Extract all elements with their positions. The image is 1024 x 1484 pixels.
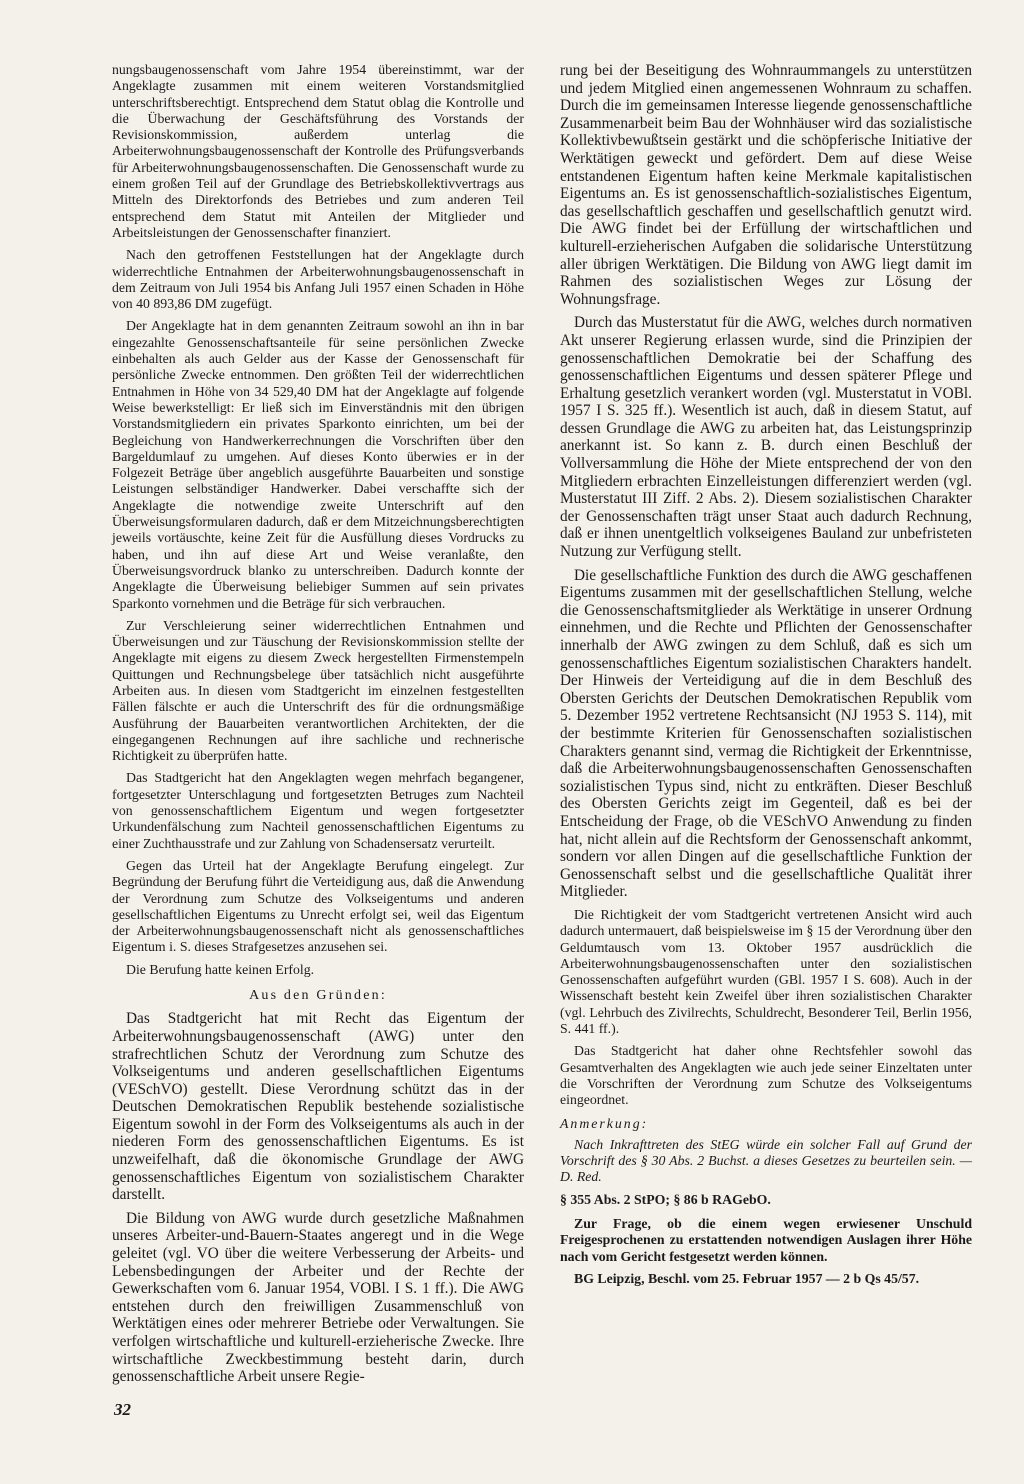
paragraph: Die Berufung hatte keinen Erfolg. bbox=[126, 961, 315, 977]
paragraph: Die Bildung von AWG wurde durch gesetzliche Maßnahmen unseres Arbeiter-und-Bauern-Staates angeregt und in die Wege geleitet (vgl. VO über die weitere Verbesserung der Arbeits- und Lebensbedingungen der Arbeiter und der Rechte der Gewerkschaften vom 6. Januar 1954, VOBl. I S. 1 ff.). Die AWG entstehen durch den freiwilligen Zusammenschluß von Werktätigen eines oder mehrerer Betriebe oder Verwaltungen. Sie verfolgen wirtschaftliche und kulturell-erzieherische Zwecke. Ihre wirtschaftliche Zweckbestimmung besteht darin, durch genossenschaftliche Arbeit unsere Regie- bbox=[112, 1209, 524, 1386]
paragraph: Durch das Musterstatut für die AWG, welches durch normativen Akt unserer Regierung erlassen wurde, sind die Prinzipien der genossenschaftlichen Demokratie bei der Schaffung des genossenschaftlichen Eigentums und dessen späterer Pflege und Erhaltung gesetzlich verankert worden (vgl. Musterstatut in VOBl. 1957 I S. 325 ff.). Wesentlich ist auch, daß in diesem Statut, auf dessen Grundlage die AWG zu arbeiten hat, das Leistungsprinzip anerkannt ist. So kann z. B. durch einen Beschluß der Vollversammlung die Höhe der Miete entsprechend der von den Mitgliedern erbrachten Einzelleistungen differenziert werden (vgl. Musterstatut III Ziff. 2 Abs. 2). Diesem sozialistischen Charakter der Genossenschaften trägt unser Staat auch dadurch Rechnung, daß er ihnen unentgeltlich volkseigenes Bauland zur unbefristeten Nutzung zur Verfügung stellt. bbox=[560, 314, 972, 561]
annotation-text: Nach Inkrafttreten des StEG würde ein solcher Fall auf Grund der Vorschrift des § 30 Abs. 2 Buchst. a dieses Gesetzes zu beurteilen sein. — D. Red. bbox=[560, 1136, 972, 1185]
paragraph: Die gesellschaftliche Funktion des durch die AWG geschaffenen Eigentums zusammen mit der gesellschaftlichen Stellung, welche die Genossenschaftsmitglieder als Werktätige in unserer Ordnung einnehmen, und die Rechte und Pflichten der Genossenschafter innerhalb der AWG zwingen zu dem Schluß, daß es sich um genossenschaftliches Eigentum sozialistischen Charakters handelt. Der Hinweis der Verteidigung auf die in dem Beschluß des Obersten Gerichts der Deutschen Demokratischen Republik vom 5. Dezember 1952 vertretene Rechtsansicht (NJ 1953 S. 114), mit der bestimmte Kriterien für Genossenschaften sozialistischen Charakters genannt sind, vermag die Richtigkeit der Erkenntnisse, daß die Arbeiterwohnungsbaugenossenschaften Genossenschaften sozialistischen Typus sind, nicht zu entkräften. Dieser Beschluß des Obersten Gerichts zeigt im Gegenteil, daß es bei der Entscheidung der Frage, ob die VESchVO Anwendung zu finden hat, nicht allein auf die Rechtsform der Genossenschaft ankommt, sondern vor allen Dingen auf die gesellschaftliche Funktion der Genossenschaft selbst und die gesellschaftliche Qualität ihrer Mitglieder. bbox=[560, 566, 972, 901]
paragraph: Das Stadtgericht hat mit Recht das Eigentum der Arbeiterwohnungsbaugenossenschaft (AWG) unter den strafrechtlichen Schutz der Verordnung zum Schutze des Volkseigentums und anderen gesellschaftlichen Eigentums (VESchVO) gestellt. Diese Verordnung schützt das in der Deutschen Demokratischen Republik bestehende sozialistische Eigentum sowohl in der Form des Volkseigentums als auch in der niederen Form des genossenschaftlichen Eigentums. Es ist unzweifelhaft, daß die ökonomische Grundlage der AWG genossenschaftliches Eigentum von sozialistischem Charakter darstellt. bbox=[112, 1010, 524, 1204]
right-column bbox=[560, 62, 972, 1293]
page-number: 32 bbox=[114, 1400, 131, 1419]
paragraph: Der Angeklagte hat in dem genannten Zeitraum sowohl an ihn in bar eingezahlte Genossenschaftsanteile für seine persönlichen Zwecke einbehalten als auch Gelder aus der Kasse der Genossenschaft für persönliche Zwecke entnommen. Den größten Teil der widerrechtlichen Entnahmen in Höhe von 34 529,40 DM hat der Angeklagte auf folgende Weise bewerkstelligt: Er ließ sich im Einverständnis mit den übrigen Vorstandsmitgliedern ein privates Sparkonto einrichten, um bei der Begleichung von Handwerkerrechnungen die Vorschriften über den Bargeldumlauf zu umgehen. Auf dieses Konto überwies er in der Folgezeit Beträge über angeblich ausgeführte Bauarbeiten und sonstige Leistungen selbständiger Handwerker. Dabei verschaffte sich der Angeklagte die notwendige zweite Unterschrift auf den Überweisungsformularen dadurch, daß er dem Mitzeichnungsberechtigten jeweils vortäuschte, keine Zeit für die Ausfüllung dieses Vordrucks zu haben, und ihn auf diese Art und Weise veranlaßte, den Überweisungsvordruck blanko zu unterschreiben. Dadurch konnte der Angeklagte die Überweisung beliebiger Summen auf sein privates Sparkonto vornehmen und die Beträge für sich verbrauchen. bbox=[112, 318, 524, 611]
paragraph: Die Richtigkeit der vom Stadtgericht vertretenen Ansicht wird auch dadurch untermauert, daß beispielsweise im § 15 der Verordnung über den Geldumtausch vom 13. Oktober 1957 ausdrücklich die Arbeiterwohnungsbaugenossenschaften unter den sozialistischen Genossenschaften aufgeführt wurden (GBl. 1957 I S. 608). Auch in der Wissenschaft besteht kein Zweifel über ihren sozialistischen Charakter (vgl. Lehrbuch des Zivilrechts, Schuldrecht, Besonderer Teil, Berlin 1956, S. 441 ff.). bbox=[560, 906, 972, 1036]
paragraph: Gegen das Urteil hat der Angeklagte Berufung eingelegt. Zur Begründung der Berufung führt die Verteidigung aus, daß die Anwendung der Verordnung zum Schutze des Volkseigentums und anderen gesellschaftlichen Eigentums zu Unrecht erfolgt sei, weil das Eigentum der Arbeiterwohnungsbaugenossenschaft nicht als genossenschaftliches Eigentum i. S. dieses Strafgesetzes anzusehen sei. bbox=[112, 857, 524, 955]
paragraph: Nach den getroffenen Feststellungen hat der Angeklagte durch widerrechtliche Entnahmen der Arbeiterwohnungsbaugenossenschaft in dem Zeitraum von Juli 1954 bis Anfang Juli 1957 einen Schaden in Höhe von 40 893,86 DM zugefügt. bbox=[112, 247, 524, 312]
left-column bbox=[112, 62, 524, 1392]
paragraph: rung bei der Beseitigung des Wohnraummangels zu unterstützen und jedem Mitglied einen angemessenen Wohnraum zu schaffen. Durch die im gemeinsamen Interesse liegende genossenschaftliche Zusammenarbeit beim Bau der Wohnhäuser wird das sozialistische Kollektivbewußtsein gestärkt und die schöpferische Initiative der Werktätigen geweckt und gefördert. Dem auf diese Weise entstandenen Eigentum haften keine Merkmale kapitalistischen Eigentums an. Es ist genossenschaftlich-sozialistisches Eigentum, das gesellschaftlich geschaffen und gesellschaftlich genutzt wird. Die AWG findet bei der Erfüllung der wirtschaftlichen und kulturell-erzieherischen Aufgaben die solidarische Unterstützung aller übrigen Werktätigen. Die Bildung von AWG liegt damit im Rahmen des sozialistischen Weges zur Lösung der Wohnungsfrage. bbox=[560, 62, 972, 308]
section-heading: Aus den Gründen: bbox=[249, 988, 387, 1004]
case-headnote: Zur Frage, ob die einem wegen erwiesener Unschuld Freigesprochenen zu erstattenden notwendigen Auslagen ihrer Höhe nach vom Gericht festgesetzt werden können. bbox=[560, 1215, 972, 1264]
paragraph: nungsbaugenossenschaft vom Jahre 1954 übereinstimmt, war der Angeklagte zusammen mit einem weiteren Vorstandsmitglied unterschriftsberechtigt. Entsprechend dem Statut oblag die Kontrolle und die Überwachung der Geschäftsführung des Vorstands der Revisionskommission, außerdem unterlag die Arbeiterwohnungsbaugenossenschaft der Kontrolle des Prüfungsverbands für Arbeiterwohnungsbaugenossenschaften. Die Genossenschaft wurde zu einem großen Teil auf der Grundlage des Betriebskollektivvertrags aus Mitteln des Direktorfonds des Betriebes und zum anderen Teil entsprechend dem Statut mit Anteilen der Mitglieder und Arbeitsleistungen der Genossenschafter finanziert. bbox=[112, 62, 524, 240]
legal-reference: § 355 Abs. 2 StPO; § 86 b RAGebO. bbox=[560, 1191, 771, 1207]
annotation-title: Anmerkung: bbox=[560, 1116, 649, 1132]
paragraph: Das Stadtgericht hat den Angeklagten wegen mehrfach begangener, fortgesetzter Unterschlagung und fortgesetzten Betruges zum Nachteil von genossenschaftlichem Eigentum und wegen fortgesetzter Urkundenfälschung zum Nachteil genossenschaftlichen Eigentums zu einer Zuchthausstrafe und zur Zahlung von Schadensersatz verurteilt. bbox=[112, 770, 524, 851]
court-citation: BG Leipzig, Beschl. vom 25. Februar 1957 — 2 b Qs 45/57. bbox=[574, 1270, 920, 1286]
paragraph: Zur Verschleierung seiner widerrechtlichen Entnahmen und Überweisungen und zur Täuschung der Revisionskommission stellte der Angeklagte mit eigens zu diesem Zweck hergestellten Firmenstempeln Quittungen und Rechnungsbelege über tatsächlich nicht ausgeführte Arbeiten aus. In diesen vom Stadtgericht im einzelnen festgestellten Fällen fälschte er auch die Unterschrift des für die ordnungsmäßige Ausführung der Bauarbeiten verantwortlichen Architekten, der die eingegangenen Rechnungen auf ihre sachliche und rechnerische Richtigkeit zu überprüfen hatte. bbox=[112, 617, 524, 764]
paragraph: Das Stadtgericht hat daher ohne Rechtsfehler sowohl das Gesamtverhalten des Angeklagten wie auch jede seiner Einzeltaten unter die Vorschriften der Verordnung zum Schutze des Volkseigentums eingeordnet. bbox=[560, 1043, 972, 1108]
